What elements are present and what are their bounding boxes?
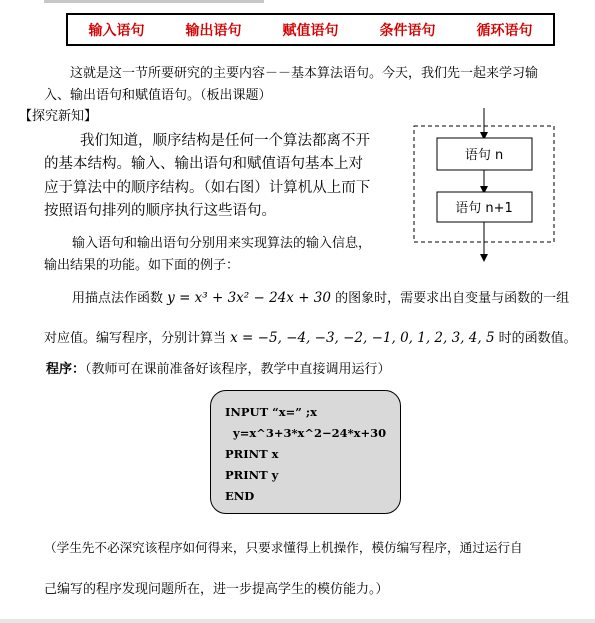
statement-n-label: 语句 n	[464, 148, 504, 163]
code-line-2: y=x^3+3*x^2−24*x+30	[225, 426, 387, 440]
example-formula: y = x³ + 3x² − 24x + 30	[167, 290, 331, 306]
topic-heading-box	[66, 13, 555, 46]
code-line-1: INPUT “x=” ;x	[225, 405, 317, 419]
function-line-1: 输入语句和输出语句分别用来实现算法的输入信息，	[72, 236, 372, 251]
example-line-1	[72, 288, 569, 309]
heading-loop-statement: 循环语句	[476, 22, 533, 39]
closing-line-1: （学生先不必深究该程序如何得来，只要求懂得上机操作，模仿编写程序，通过运行自	[44, 540, 523, 555]
example-suffix: 的图象时，需要求出自变量与函数的一组	[335, 291, 570, 306]
example-line-2	[44, 328, 577, 349]
sequence-structure-diagram	[413, 108, 555, 262]
program-note: （教师可在课前准备好该程序，教学中直接调用运行）	[85, 362, 391, 377]
intro-line-1: 这就是这一节所要研究的主要内容－－基本算法语句。今天，我们先一起来学习输	[70, 66, 539, 81]
example-line2-suffix: 时的函数值。	[498, 331, 577, 346]
heading-input-statement: 输入语句	[88, 22, 145, 39]
top-divider	[44, 0, 264, 3]
heading-output-statement: 输出语句	[185, 22, 242, 39]
example-prefix: 用描点法作函数	[72, 291, 164, 306]
code-line-5: END	[225, 489, 255, 503]
heading-condition-statement: 条件语句	[379, 22, 436, 39]
example-values: x = −5, −4, −3, −2, −1, 0, 1, 2, 3, 4, 5	[230, 330, 495, 346]
explore-line-3: 应于算法中的顺序结构。（如右图）计算机从上而下	[44, 180, 371, 196]
program-label: 程序：	[46, 362, 86, 377]
program-code-box	[210, 390, 401, 514]
example-line2-prefix: 对应值。编写程序，分别计算当	[44, 331, 227, 346]
code-line-3: PRINT x	[225, 447, 279, 461]
explore-line-4: 按照语句排列的顺序执行这些语句。	[44, 203, 276, 219]
closing-line-2: 己编写的程序发现问题所在，进一步提高学生的模仿能力。）	[44, 582, 389, 597]
bottom-divider	[0, 619, 595, 623]
statement-n1-label: 语句 n+1	[455, 201, 513, 216]
heading-assignment-statement: 赋值语句	[282, 22, 339, 39]
explore-line-2: 的基本结构。输入、输出语句和赋值语句基本上对	[44, 156, 363, 172]
explore-line-1: 我们知道，顺序结构是任何一个算法都离不开	[80, 133, 370, 149]
section-label: 【探究新知】	[19, 109, 98, 124]
function-line-2: 输出结果的功能。如下面的例子：	[44, 258, 240, 273]
intro-line-2: 入、输出语句和赋值语句。（板出课题）	[44, 88, 272, 103]
code-line-4: PRINT y	[225, 468, 279, 482]
program-line	[46, 360, 391, 380]
